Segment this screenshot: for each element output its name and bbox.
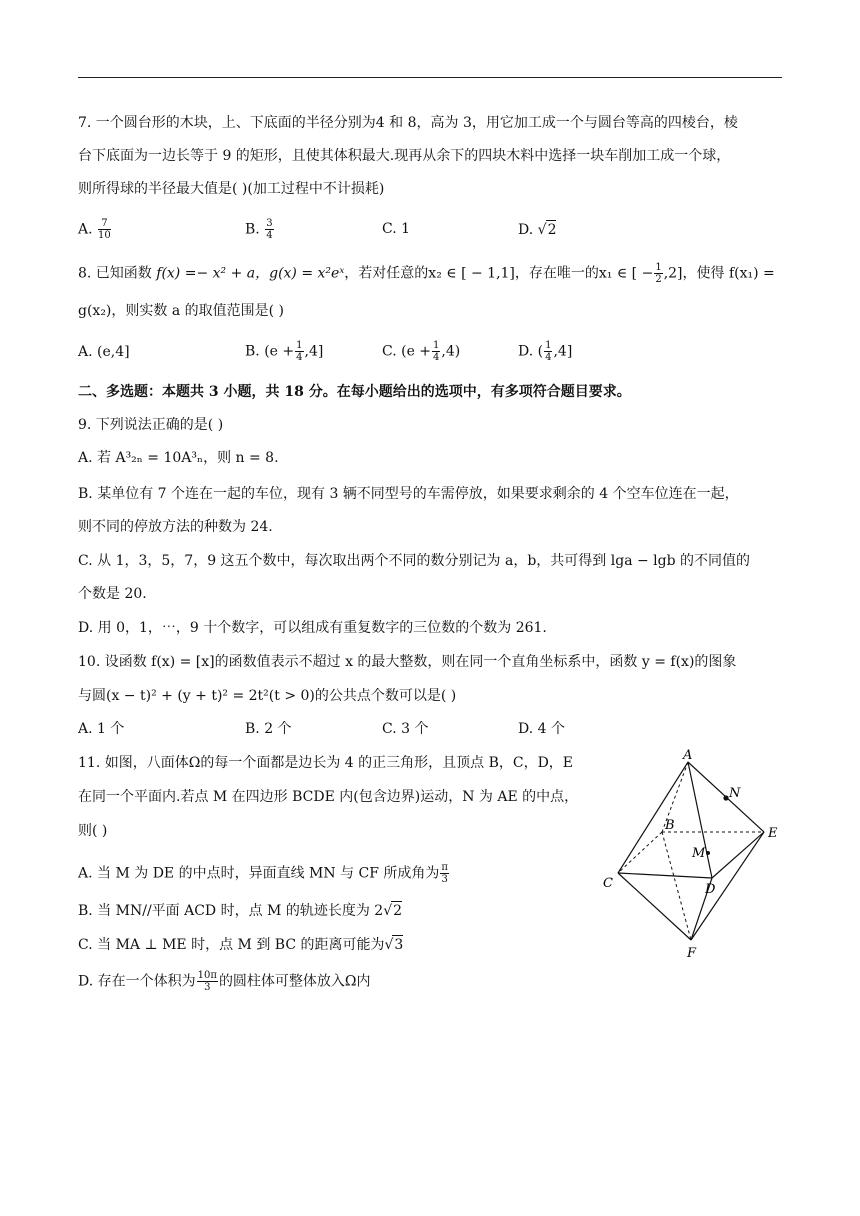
edge-ac (618, 762, 688, 873)
point-n (723, 795, 728, 800)
label-n: N (729, 786, 741, 801)
q7-option-b: B. $\frac{3}{4}$ (245, 218, 273, 241)
octahedron-figure (595, 745, 790, 965)
point-m (706, 851, 710, 855)
q10-option-d: D. 4 个 (518, 721, 565, 737)
label-e: E (768, 826, 778, 841)
q8-option-a: A. (e,4] (78, 344, 130, 360)
q11-line1: 11. 如图，八面体Ω的每一个面都是边长为 4 的正三角形，且顶点 B，C，D，E (78, 755, 574, 771)
edge-bf-hidden (662, 832, 691, 940)
q8-option-c: C. (e + $\frac{1}{4}$ ,4) (382, 340, 461, 363)
edge-cd (618, 873, 712, 878)
q9-option-b-line2: 则不同的停放方法的种数为 24. (78, 519, 273, 535)
q10-option-a: A. 1 个 (78, 721, 125, 737)
q10-option-b: B. 2 个 (245, 721, 292, 737)
q11-line2: 在同一个平面内.若点 M 在四边形 BCDE 内(包含边界)运动，N 为 AE 的中点， (78, 789, 579, 805)
q9-option-b-line1: B. 某单位有 7 个连在一起的车位，现有 3 辆不同型号的车需停放，如果要求剩余的 4 个空车位连在一起， (78, 486, 739, 502)
q7-line2: 台下底面为一边长等于 9 的矩形，且使其体积最大.现再从余下的四块木料中选择一块车削加工成一个球， (78, 148, 731, 164)
q8-line1: 8. 已知函数 f(x) =− x² + a，g(x) = x²eˣ，若对任意的x₂ ∈ [ − 1,1]，存在唯一的x₁ ∈ [ − $\frac{1}{2}$ ,2]，使得 f(x₁) = (78, 262, 775, 285)
label-d: D (705, 882, 716, 897)
q8-option-b: B. (e + $\frac{1}{4}$ ,4] (245, 340, 324, 363)
label-b: B (665, 818, 675, 833)
q7-option-a: A. $\frac{7}{10}$ (78, 218, 111, 241)
section-2-heading: 二、多选题：本题共 3 小题，共 18 分。在每小题给出的选项中，有多项符合题目要求。 (78, 384, 631, 400)
header-rule (78, 77, 782, 78)
q9-option-a: A. 若 A³₂ₙ = 10A³ₙ，则 n = 8. (78, 450, 279, 466)
q8-option-d: D. ( $\frac{1}{4}$ ,4] (518, 340, 573, 363)
q10-option-c: C. 3 个 (382, 721, 429, 737)
label-c: C (603, 876, 613, 891)
q11-option-d: D. 存在一个体积为 $\frac{10\pi}{3}$ 的圆柱体可整体放入Ω内 (78, 970, 371, 993)
q7-line3: 则所得球的半径最大值是( )(加工过程中不计损耗) (78, 181, 385, 197)
label-f: F (687, 946, 697, 961)
q10-line1: 10. 设函数 f(x) = [x]的函数值表示不超过 x 的最大整数，则在同一个直角坐标系中，函数 y = f(x)的图象 (78, 654, 737, 670)
q7-line1: 7. 一个圆台形的木块，上、下底面的半径分别为4 和 8，高为 3，用它加工成一个与圆台等高的四棱台，棱 (78, 115, 738, 131)
label-a: A (683, 748, 693, 763)
q7-option-c: C. 1 (382, 221, 411, 237)
q11-option-b: B. 当 MN//平面 ACD 时，点 M 的轨迹长度为 2√2 (78, 903, 403, 919)
q9-stem: 9. 下列说法正确的是( ) (78, 417, 224, 433)
label-m: M (692, 846, 706, 861)
edge-cf (618, 873, 691, 940)
q11-option-c: C. 当 MA ⊥ ME 时，点 M 到 BC 的距离可能为√3 (78, 937, 404, 953)
q7-option-d: D. √2 (518, 222, 557, 238)
q10-line2: 与圆(x − t)² + (y + t)² = 2t²(t > 0)的公共点个数可以是( ) (78, 688, 457, 704)
q8-line2: g(x₂)，则实数 a 的取值范围是( ) (78, 303, 285, 319)
q11-line3: 则( ) (78, 823, 108, 839)
q11-option-a: A. 当 M 为 DE 的中点时，异面直线 MN 与 CF 所成角为 $\frac{\pi}{3}$ (78, 862, 448, 885)
q9-option-c-line2: 个数是 20. (78, 586, 147, 602)
q9-option-c-line1: C. 从 1，3，5，7，9 这五个数中，每次取出两个不同的数分别记为 a，b，共可得到 lga − lgb 的不同值的 (78, 553, 751, 569)
q9-option-d: D. 用 0，1，⋯，9 十个数字，可以组成有重复数字的三位数的个数为 261. (78, 620, 547, 636)
